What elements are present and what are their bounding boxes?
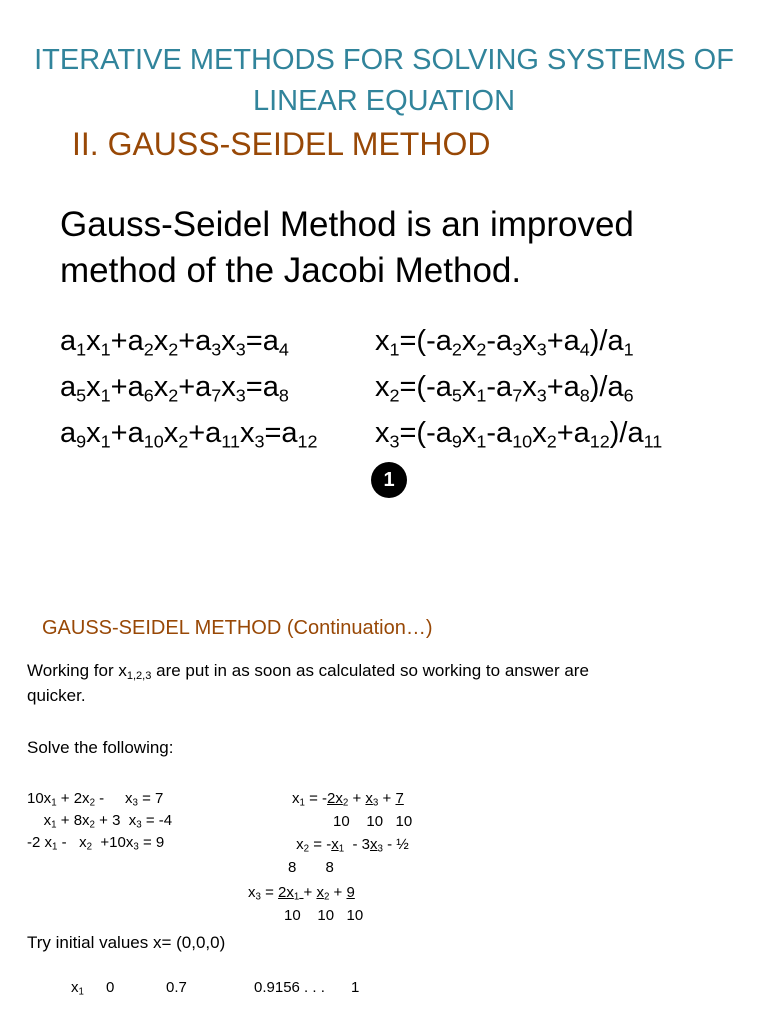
intro-text <box>60 202 634 294</box>
example-system <box>27 788 172 854</box>
solution-x2: $x_2=(-a_5x_1-a_7x_3+a_8)/a_6$ <box>375 371 634 406</box>
working-text-b: are put in as soon as calculated so working to answer are <box>151 661 589 680</box>
iteration-label: $x_1$ <box>71 979 84 998</box>
working-text-line2: quicker. <box>27 686 86 705</box>
intro-line-2: method of the Jacobi Method. <box>60 251 522 290</box>
working-text-a: Working for x <box>27 661 127 680</box>
formula-x1: $x_1 = -2x_2 + x_3 + 7$ <box>292 790 404 809</box>
initial-values-text: Try initial values x= (0,0,0) <box>27 933 226 952</box>
formula-x1-denominators: 10 10 10 <box>333 813 413 830</box>
intro-line-1: Gauss-Seidel Method is an improved <box>60 205 634 244</box>
iteration-value: 0.9156 . . . <box>254 979 325 996</box>
formula-x2-denominators: 8 8 <box>288 859 334 876</box>
page-number-badge: 1 <box>371 462 407 498</box>
working-text <box>27 658 589 708</box>
example-eq-2: $x_1 + 8x_2 + 3$ $x_3 = -4$ <box>27 812 173 831</box>
iteration-value: 1 <box>351 979 360 996</box>
equation-system-left <box>60 318 318 456</box>
iteration-value: 0 <box>106 979 115 996</box>
formula-x2: $x_2 = -x_1 - 3x_3$ - ½ <box>292 836 409 855</box>
equation-3: $a_9x_1+a_{10}x_2+a_{11}x_3=a_{12}$ <box>60 417 318 452</box>
iteration-value: 0.7 <box>166 979 187 996</box>
equation-2: $a_5x_1+a_6x_2+a_7x_3=a_8$ <box>60 371 289 406</box>
solution-x1: $x_1=(-a_2x_2-a_3x_3+a_4)/a_1$ <box>375 325 634 360</box>
continuation-title: GAUSS-SEIDEL METHOD (Continuation…) <box>42 617 433 639</box>
example-eq-1: $10x_1 + 2x_2$ - $x_3 = 7$ <box>27 790 164 809</box>
solve-prompt: Solve the following: <box>27 738 174 757</box>
slide-title: ITERATIVE METHODS FOR SOLVING SYSTEMS OF LINEAR EQUATION <box>34 44 734 117</box>
solution-x3: $x_3=(-a_9x_1-a_{10}x_2+a_{12})/a_{11}$ <box>375 417 663 452</box>
working-text-sub: 1,2,3 <box>126 669 152 682</box>
example-eq-3: -2 $x_1 - x_2 +10x_3 = 9$ <box>27 834 165 853</box>
equation-system-right <box>375 318 662 456</box>
formula-x3-denominators: 10 10 10 <box>284 907 364 924</box>
equation-1: $a_1x_1+a_2x_2+a_3x_3=a_4$ <box>60 325 289 360</box>
slide-subtitle: II. GAUSS-SEIDEL METHOD <box>72 126 491 162</box>
formula-x3: $x_3 = 2x_1 + x_2 + 9$ <box>248 884 355 903</box>
